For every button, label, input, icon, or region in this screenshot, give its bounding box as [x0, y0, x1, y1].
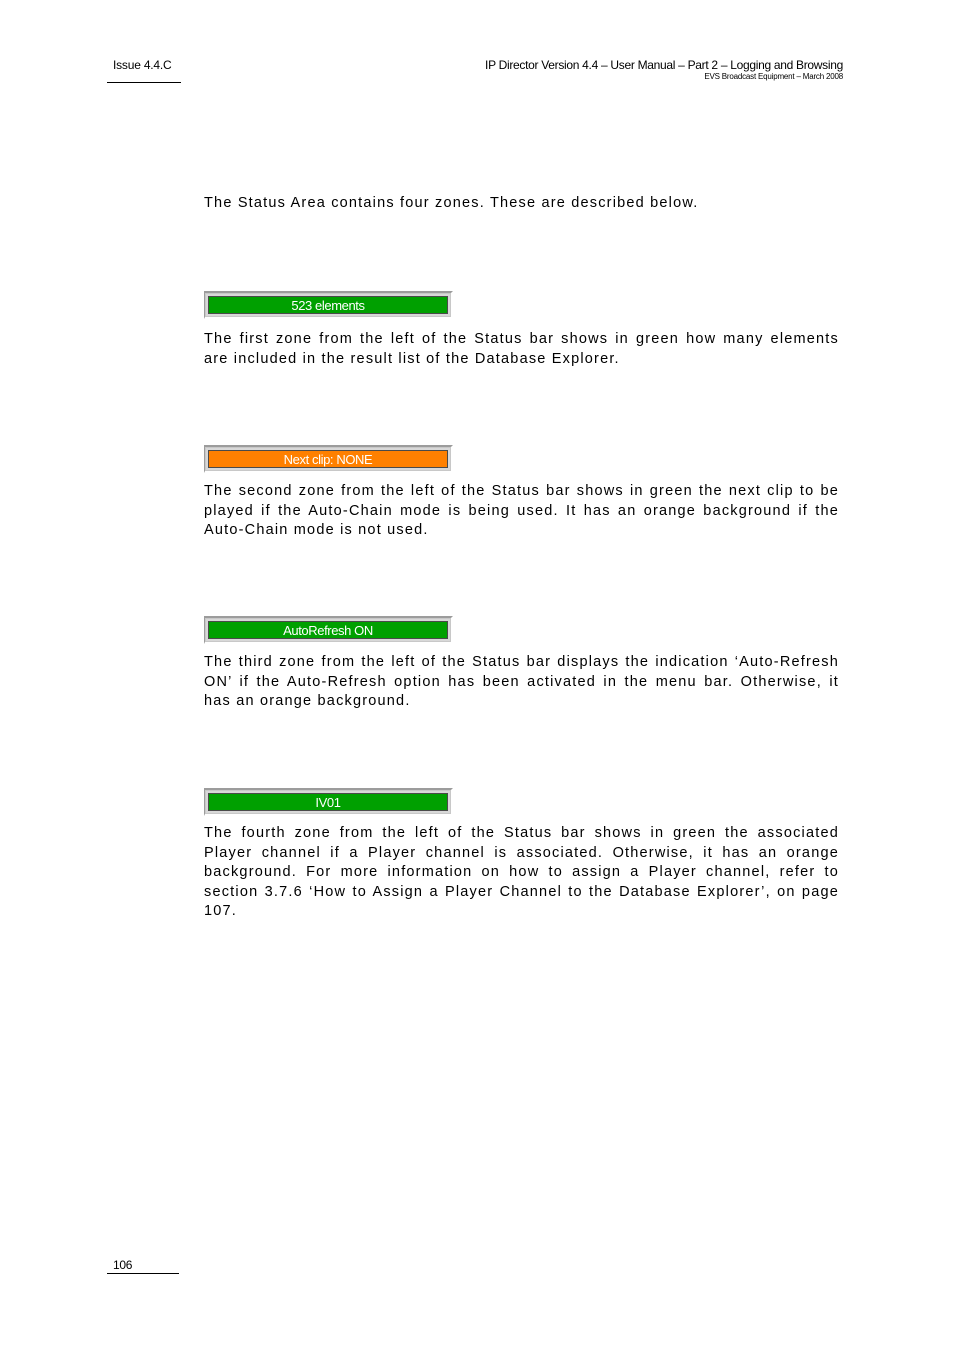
status-zone-player-channel-image [204, 788, 453, 816]
status-zone-autorefresh-label: AutoRefresh ON [208, 621, 448, 639]
status-zone-elements-image [204, 291, 453, 319]
header-issue [107, 57, 181, 83]
zone-3-description: The third zone from the left of the Status bar displays the indication ‘Auto-Refresh ON’ if the Auto-Refresh option has been activated in the menu bar. Otherwise, it has an orange background. [204, 654, 839, 709]
document-title: IP Director Version 4.4 – User Manual – Part 2 – Logging and Browsing [485, 58, 843, 72]
page-number-block [107, 1257, 179, 1274]
status-zone-autorefresh-image [204, 616, 453, 644]
zone-2-description: The second zone from the left of the Status bar shows in green the next clip to be played if the Auto-Chain mode is being used. It has an orange background if the Auto-Chain mode is not used. [204, 483, 839, 538]
page-number: 106 [113, 1258, 133, 1272]
status-zone-next-clip-image [204, 445, 453, 473]
intro-paragraph: The Status Area contains four zones. These are described below. [204, 195, 699, 211]
status-zone-player-channel-label: IV01 [208, 793, 448, 811]
issue-label: Issue 4.4.C [113, 58, 172, 72]
zone-4-description: The fourth zone from the left of the Status bar shows in green the associated Player channel if a Player channel is associated. Otherwise, it has an orange background. For more information on how to assign a Player channel, refer to section 3.7.6 ‘How to Assign a Player Channel to the Database Explorer’, on page 107. [204, 825, 839, 919]
status-zone-elements-label: 523 elements [208, 296, 448, 314]
header-title-block [485, 58, 843, 82]
document-subtitle: EVS Broadcast Equipment – March 2008 [704, 72, 843, 81]
zone-1-description: The first zone from the left of the Status bar shows in green how many elements are included in the result list of the Database Explorer. [204, 331, 839, 367]
status-zone-next-clip-label: Next clip: NONE [208, 450, 448, 468]
